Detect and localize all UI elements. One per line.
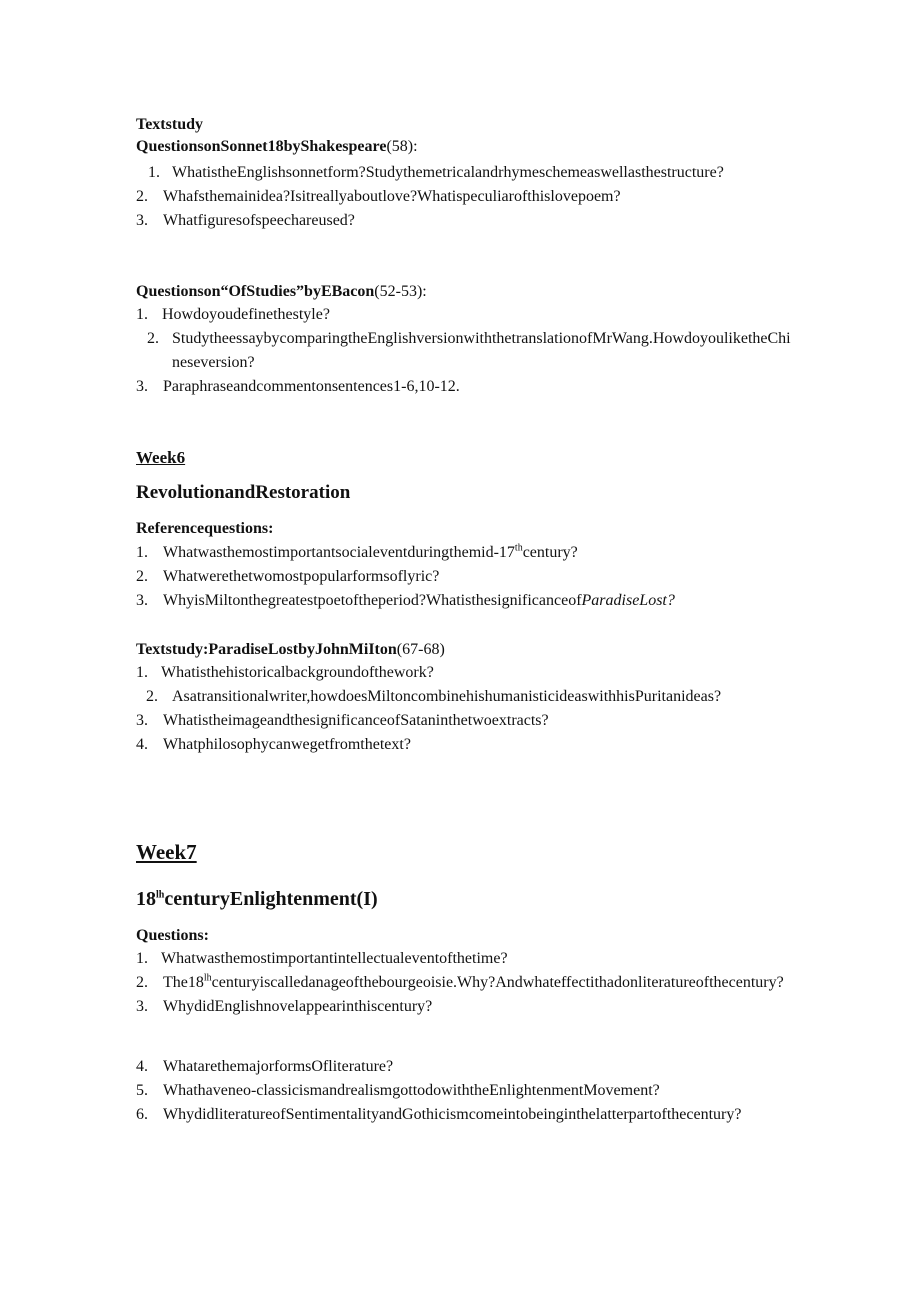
studies-question-list bbox=[136, 303, 796, 399]
list-number: 6. bbox=[136, 1106, 148, 1123]
questions-label: Questions: bbox=[136, 927, 209, 944]
paradise-title-text: Textstudy:ParadiseLostbyJohnMiIton bbox=[136, 641, 397, 658]
list-item bbox=[136, 733, 796, 757]
sonnet-section bbox=[136, 114, 796, 158]
week6-heading: RevolutionandRestoration bbox=[136, 482, 351, 503]
question-text-part: century? bbox=[522, 544, 578, 561]
list-item bbox=[136, 1079, 796, 1103]
textstudy-label: Textstudy bbox=[136, 116, 203, 133]
list-item bbox=[136, 995, 796, 1019]
week7-question-list-cont bbox=[136, 1055, 796, 1127]
studies-title bbox=[136, 281, 796, 303]
list-number: 4. bbox=[136, 1058, 148, 1075]
question-text: Whafsthemainidea?Isitreallyaboutlove?Whatispeculiarofthislovepoem? bbox=[163, 188, 621, 205]
studies-section bbox=[136, 281, 796, 303]
reference-label: Referencequestions: bbox=[136, 520, 274, 537]
list-item bbox=[136, 709, 796, 733]
paradise-pages: (67-68) bbox=[396, 641, 445, 658]
question-text: Whatisthehistoricalbackgroundofthework? bbox=[161, 664, 434, 681]
question-text bbox=[163, 971, 796, 995]
list-number: 3. bbox=[136, 212, 148, 229]
list-number: 2. bbox=[136, 974, 148, 991]
question-text-part: Whatwasthemostimportantsocialeventduringthemid-17 bbox=[163, 544, 515, 561]
list-item bbox=[136, 565, 796, 589]
question-text: Whatphilosophycanwegetfromthetext? bbox=[163, 736, 411, 753]
list-number: 3. bbox=[136, 712, 148, 729]
week6-label: Week6 bbox=[136, 448, 186, 467]
paradise-title bbox=[136, 639, 796, 661]
list-number: 2. bbox=[136, 188, 148, 205]
list-number: 2. bbox=[136, 568, 148, 585]
question-text: WhydidEnglishnovelappearinthiscentury? bbox=[163, 998, 433, 1015]
question-text: Whatfiguresofspeechareused? bbox=[163, 212, 355, 229]
paradise-question-list bbox=[136, 661, 796, 757]
list-number: 1. bbox=[136, 950, 148, 967]
heading-part: 18 bbox=[136, 888, 156, 910]
question-text: WhatistheEnglishsonnetform?Studythemetricalandrhymeschemeaswellasthestructure? bbox=[172, 164, 724, 181]
week6-heading-block bbox=[136, 480, 796, 506]
question-text: StudytheessaybycomparingtheEnglishversionwiththetranslationofMrWang.HowdoyouliketheChineseversion? bbox=[172, 330, 791, 371]
week6-reference-block bbox=[136, 518, 796, 540]
list-item bbox=[136, 947, 796, 971]
list-item bbox=[136, 541, 796, 565]
sonnet-title-text: QuestionsonSonnet18byShakespeare bbox=[136, 138, 387, 155]
list-item bbox=[136, 303, 796, 327]
list-item bbox=[136, 185, 796, 209]
list-number: 1. bbox=[136, 544, 148, 561]
week7-heading bbox=[136, 885, 796, 913]
sonnet-question-list bbox=[136, 161, 796, 233]
list-item bbox=[136, 661, 796, 685]
list-number: 4. bbox=[136, 736, 148, 753]
superscript: lh bbox=[203, 972, 212, 984]
studies-title-text: Questionson“OfStudies”byEBacon bbox=[136, 283, 375, 300]
list-item bbox=[136, 327, 796, 375]
list-item bbox=[136, 1055, 796, 1079]
sonnet-title bbox=[136, 136, 796, 158]
list-item bbox=[136, 161, 796, 185]
question-text: WhatistheimageandthesignificanceofSataninthetwoextracts? bbox=[163, 712, 549, 729]
question-text: Whatwasthemostimportantintellectualeventofthetime? bbox=[161, 950, 508, 967]
heading-part: centuryEnlightenment(I) bbox=[164, 888, 378, 910]
week7-questions-block bbox=[136, 925, 796, 947]
superscript: th bbox=[514, 542, 523, 554]
question-text: WhydidliteratureofSentimentalityandGothicismcomeintobeinginthelatterpartofthecentury? bbox=[163, 1106, 742, 1123]
list-item bbox=[136, 375, 796, 399]
list-number: 1. bbox=[136, 306, 148, 323]
superscript: lh bbox=[156, 889, 165, 901]
question-text: Paraphraseandcommentonsentences1-6,10-12. bbox=[163, 378, 460, 395]
list-item bbox=[136, 1103, 796, 1127]
week6-section bbox=[136, 447, 796, 469]
question-text bbox=[163, 541, 796, 565]
list-number: 2. bbox=[147, 330, 159, 347]
week7-section bbox=[136, 838, 796, 866]
list-item bbox=[136, 209, 796, 233]
question-text: Asatransitionalwriter,howdoesMiltoncombinehishumanisticideaswithhisPuritanideas? bbox=[172, 688, 722, 705]
list-item bbox=[136, 971, 796, 995]
list-number: 1. bbox=[148, 164, 160, 181]
list-number: 1. bbox=[136, 664, 148, 681]
question-text: Whathaveneo-classicismandrealismgottodowiththeEnlightenmentMovement? bbox=[163, 1082, 660, 1099]
sonnet-pages: (58): bbox=[386, 138, 418, 155]
list-number: 3. bbox=[136, 592, 148, 609]
list-item bbox=[136, 589, 796, 613]
list-number: 3. bbox=[136, 998, 148, 1015]
list-number: 2. bbox=[146, 688, 158, 705]
week6-question-list bbox=[136, 541, 796, 613]
paradise-section bbox=[136, 639, 796, 661]
question-text-part: centuryiscalledanageofthebourgeoisie.Why?Andwhateffectithadonliteratureofthecentury? bbox=[211, 974, 784, 991]
italic-title: ParadiseLost? bbox=[581, 592, 675, 609]
list-number: 5. bbox=[136, 1082, 148, 1099]
list-number: 3. bbox=[136, 378, 148, 395]
list-item bbox=[136, 685, 796, 709]
question-text: Howdoyoudefinethestyle? bbox=[162, 306, 330, 323]
studies-pages: (52-53): bbox=[374, 283, 427, 300]
week7-label: Week7 bbox=[136, 840, 197, 864]
week7-heading-block bbox=[136, 885, 796, 913]
week7-question-list bbox=[136, 947, 796, 1019]
question-text: Whatwerethetwomostpopularformsoflyric? bbox=[163, 568, 440, 585]
question-text bbox=[163, 589, 796, 613]
question-text-part: WhyisMiltonthegreatestpoetoftheperiod?Whatisthesignificanceof bbox=[163, 592, 582, 609]
question-text: WhatarethemajorformsOfliterature? bbox=[163, 1058, 394, 1075]
question-text-part: The18 bbox=[163, 974, 204, 991]
